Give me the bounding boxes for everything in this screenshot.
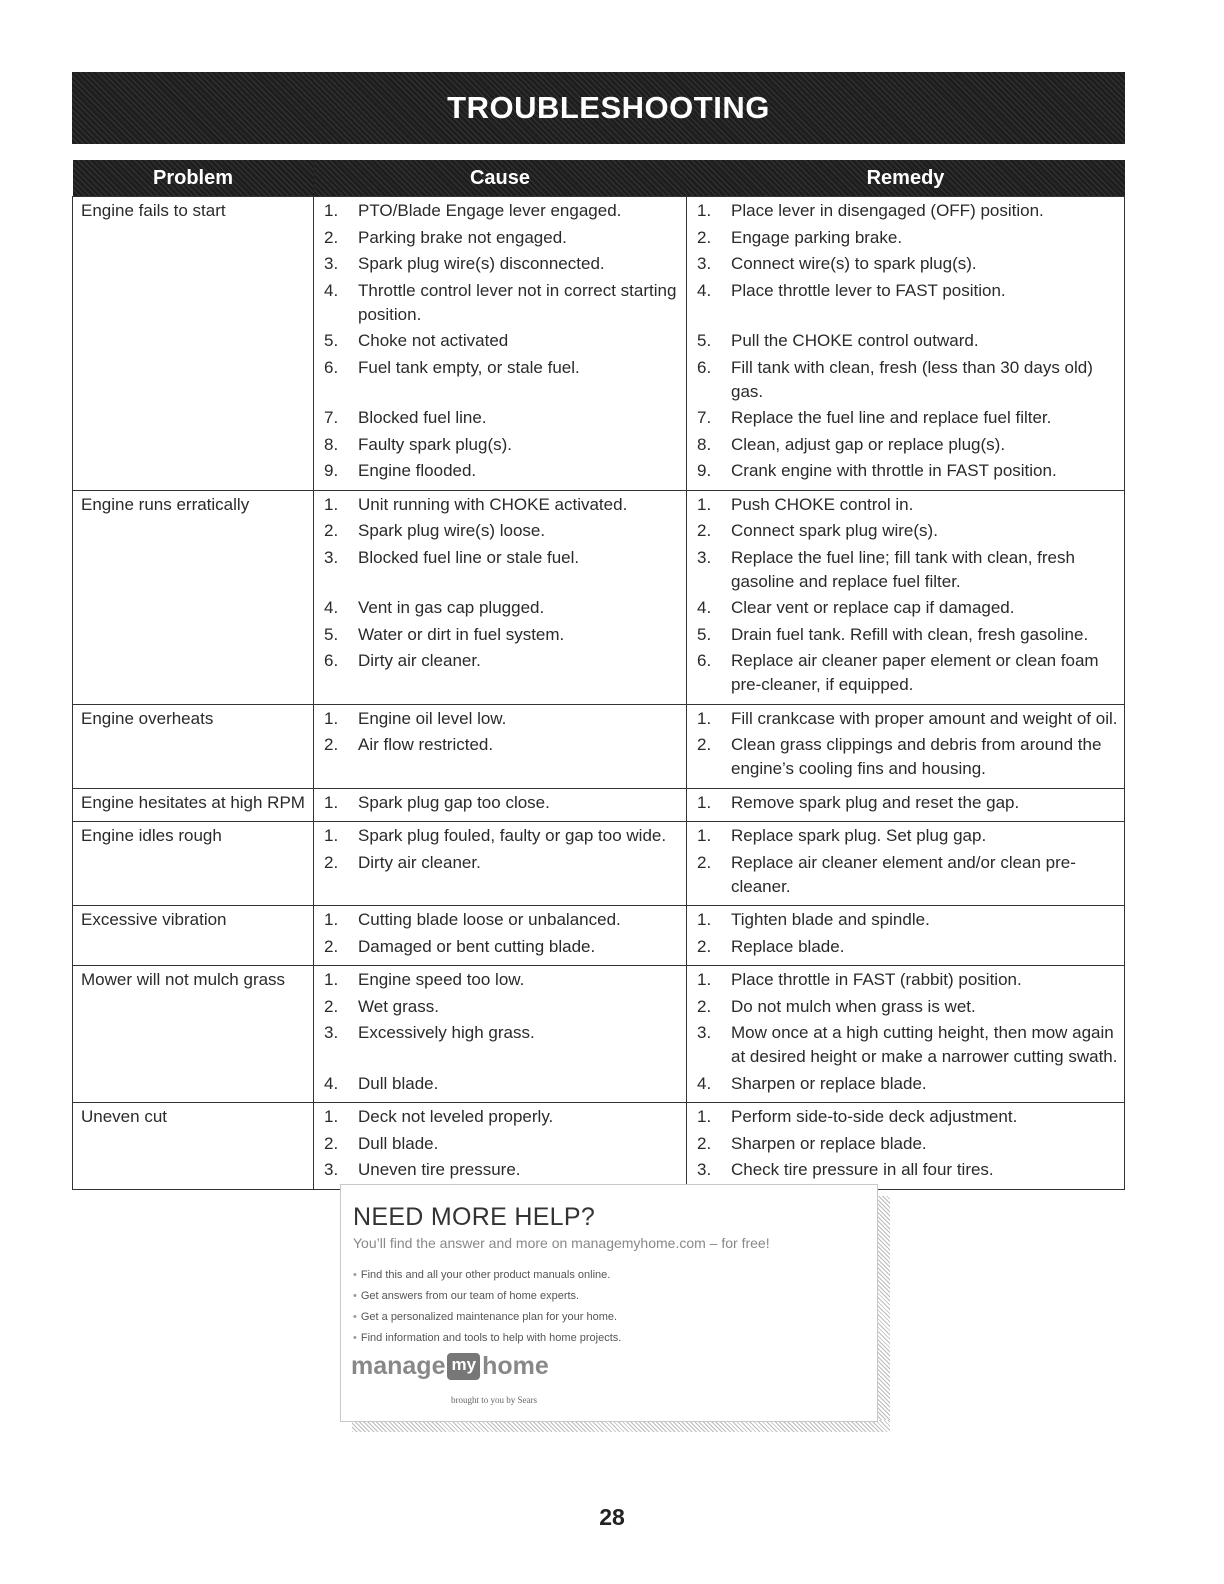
problem-text: Engine hesitates at high RPM bbox=[81, 792, 305, 812]
cause-number: 2. bbox=[324, 227, 339, 247]
table-row bbox=[73, 704, 1125, 788]
cause-item bbox=[322, 459, 682, 483]
cause-text: Choke not activated bbox=[358, 331, 509, 350]
remedy-number: 2. bbox=[697, 735, 712, 754]
cause-number: 8. bbox=[324, 434, 339, 454]
remedy-number: 2. bbox=[697, 852, 712, 872]
remedy-text: Clean, adjust gap or replace plug(s). bbox=[731, 434, 1006, 454]
remedy-item bbox=[695, 623, 1120, 647]
cause-number: 5. bbox=[324, 331, 339, 350]
cause-text: Damaged or bent cutting blade. bbox=[358, 936, 596, 956]
cause-number: 1. bbox=[324, 970, 339, 989]
cause-item bbox=[322, 406, 682, 430]
remedy-item bbox=[695, 1105, 1120, 1129]
remedy-text: Replace blade. bbox=[731, 936, 845, 956]
remedy-number: 6. bbox=[697, 357, 712, 377]
remedy-number: 1. bbox=[697, 792, 712, 812]
remedy-text: Pull the CHOKE control outward. bbox=[731, 331, 979, 350]
page-title: TROUBLESHOOTING bbox=[447, 90, 770, 125]
cause-item bbox=[322, 279, 682, 327]
remedy-number: 1. bbox=[697, 826, 712, 845]
remedy-item bbox=[695, 791, 1120, 815]
remedy-item bbox=[695, 519, 1120, 543]
table-row bbox=[73, 788, 1125, 822]
problem-cell bbox=[73, 906, 314, 966]
cause-text: Water or dirt in fuel system. bbox=[358, 624, 565, 644]
cause-text: Parking brake not engaged. bbox=[358, 227, 567, 247]
remedy-text: Crank engine with throttle in FAST position. bbox=[731, 461, 1057, 480]
problem-text: Uneven cut bbox=[81, 1107, 167, 1126]
cause-item bbox=[322, 968, 682, 992]
remedy-number: 3. bbox=[697, 547, 712, 567]
remedy-item bbox=[695, 1072, 1120, 1096]
help-bullet: • Get a personalized maintenance plan for your home. bbox=[353, 1311, 618, 1323]
remedy-text: Replace air cleaner paper element or clean foam pre-cleaner, if equipped. bbox=[731, 651, 1099, 694]
cause-item bbox=[322, 649, 682, 697]
cause-number: 3. bbox=[324, 547, 339, 567]
remedy-number: 3. bbox=[697, 1160, 712, 1179]
cause-number: 1. bbox=[324, 1107, 339, 1126]
cause-cell bbox=[314, 704, 687, 788]
remedy-item bbox=[695, 546, 1120, 594]
remedy-item bbox=[695, 733, 1120, 781]
cause-cell bbox=[314, 966, 687, 1103]
cause-text: Uneven tire pressure. bbox=[358, 1160, 521, 1179]
remedy-text: Sharpen or replace blade. bbox=[731, 1073, 927, 1093]
cause-number: 9. bbox=[324, 461, 339, 480]
cause-item bbox=[322, 433, 682, 457]
bullet-icon: • bbox=[353, 1311, 357, 1323]
table-row bbox=[73, 906, 1125, 966]
cause-number: 1. bbox=[324, 826, 339, 845]
cause-number: 2. bbox=[324, 936, 339, 956]
help-subtitle: You’ll find the answer and more on managemyhome.com – for free! bbox=[353, 1235, 770, 1251]
cause-number: 1. bbox=[324, 201, 339, 220]
remedy-number: 5. bbox=[697, 331, 712, 350]
cause-item bbox=[322, 791, 682, 815]
cause-item bbox=[322, 1072, 682, 1096]
remedy-item bbox=[695, 406, 1120, 430]
remedy-text: Connect spark plug wire(s). bbox=[731, 521, 938, 540]
remedy-item bbox=[695, 995, 1120, 1019]
remedy-text: Replace the fuel line; fill tank with clean, fresh gasoline and replace fuel filter. bbox=[731, 547, 1075, 591]
page-number: 28 bbox=[599, 1504, 625, 1530]
remedy-text: Replace air cleaner element and/or clean pre-cleaner. bbox=[731, 852, 1076, 896]
remedy-text: Place throttle in FAST (rabbit) position. bbox=[731, 970, 1022, 989]
cause-item bbox=[322, 908, 682, 932]
remedy-number: 2. bbox=[697, 521, 712, 540]
remedy-number: 4. bbox=[697, 598, 712, 617]
cause-text: Dull blade. bbox=[358, 1133, 439, 1153]
remedy-text: Remove spark plug and reset the gap. bbox=[731, 792, 1020, 812]
cause-text: Deck not leveled properly. bbox=[358, 1107, 554, 1126]
remedy-item bbox=[695, 596, 1120, 620]
cause-item bbox=[322, 1105, 682, 1129]
remedy-cell bbox=[687, 704, 1125, 788]
table-row bbox=[73, 966, 1125, 1103]
cause-number: 1. bbox=[324, 910, 339, 929]
remedy-number: 1. bbox=[697, 201, 712, 220]
cause-number: 1. bbox=[324, 792, 339, 812]
troubleshooting-table bbox=[72, 160, 1125, 1190]
cause-number: 6. bbox=[324, 357, 339, 377]
table-row bbox=[73, 1103, 1125, 1190]
remedy-number: 1. bbox=[697, 708, 712, 728]
header-remedy: Remedy bbox=[687, 160, 1125, 197]
cause-number: 2. bbox=[324, 521, 339, 540]
cause-text: Dirty air cleaner. bbox=[358, 651, 481, 670]
bullet-icon: • bbox=[353, 1290, 357, 1302]
remedy-number: 2. bbox=[697, 936, 712, 956]
remedy-item bbox=[695, 433, 1120, 457]
cause-number: 6. bbox=[324, 651, 339, 670]
remedy-text: Replace spark plug. Set plug gap. bbox=[731, 826, 987, 845]
remedy-text: Replace the fuel line and replace fuel filter. bbox=[731, 408, 1052, 427]
remedy-cell bbox=[687, 788, 1125, 822]
cause-cell bbox=[314, 490, 687, 704]
cause-text: Air flow restricted. bbox=[358, 735, 494, 754]
cause-text: Throttle control lever not in correct starting position. bbox=[358, 280, 677, 324]
remedy-text: Check tire pressure in all four tires. bbox=[731, 1160, 994, 1179]
cause-cell bbox=[314, 788, 687, 822]
cause-text: Spark plug fouled, faulty or gap too wide. bbox=[358, 826, 667, 845]
remedy-text: Do not mulch when grass is wet. bbox=[731, 996, 976, 1016]
remedy-item bbox=[695, 1021, 1120, 1069]
cause-number: 5. bbox=[324, 624, 339, 644]
table-header-row bbox=[73, 160, 1125, 197]
cause-text: Engine speed too low. bbox=[358, 970, 525, 989]
remedy-text: Clear vent or replace cap if damaged. bbox=[731, 598, 1015, 617]
cause-text: Dirty air cleaner. bbox=[358, 852, 481, 872]
remedy-item bbox=[695, 493, 1120, 517]
remedy-text: Sharpen or replace blade. bbox=[731, 1133, 927, 1153]
problem-text: Mower will not mulch grass bbox=[81, 970, 286, 989]
remedy-text: Tighten blade and spindle. bbox=[731, 910, 930, 929]
problem-text: Engine overheats bbox=[81, 708, 214, 728]
cause-number: 4. bbox=[324, 280, 339, 300]
remedy-item bbox=[695, 1132, 1120, 1156]
cause-text: Wet grass. bbox=[358, 996, 439, 1016]
remedy-number: 1. bbox=[697, 1107, 712, 1126]
problem-cell bbox=[73, 197, 314, 491]
help-bullet: • Get answers from our team of home experts. bbox=[353, 1290, 580, 1302]
cause-cell bbox=[314, 822, 687, 906]
cause-number: 1. bbox=[324, 494, 339, 514]
remedy-item bbox=[695, 968, 1120, 992]
problem-cell bbox=[73, 966, 314, 1103]
remedy-number: 2. bbox=[697, 227, 712, 247]
problem-cell bbox=[73, 788, 314, 822]
cause-number: 1. bbox=[324, 708, 339, 728]
remedy-number: 6. bbox=[697, 651, 712, 670]
cause-text: Engine flooded. bbox=[358, 461, 477, 480]
cause-number: 3. bbox=[324, 1160, 339, 1179]
problem-text: Engine fails to start bbox=[81, 201, 226, 220]
help-box-shadow bbox=[876, 1196, 890, 1432]
cause-number: 4. bbox=[324, 598, 339, 617]
cause-text: Unit running with CHOKE activated. bbox=[358, 494, 628, 514]
remedy-item bbox=[695, 908, 1120, 932]
remedy-item bbox=[695, 459, 1120, 483]
cause-item bbox=[322, 519, 682, 543]
remedy-text: Place lever in disengaged (OFF) position. bbox=[731, 201, 1044, 220]
cause-item bbox=[322, 1132, 682, 1156]
problem-text: Engine idles rough bbox=[81, 826, 222, 845]
managemyhome-logo: manage my home bbox=[351, 1351, 549, 1380]
remedy-cell bbox=[687, 966, 1125, 1103]
cause-text: Faulty spark plug(s). bbox=[358, 434, 512, 454]
remedy-item bbox=[695, 649, 1120, 697]
cause-item bbox=[322, 995, 682, 1019]
cause-item bbox=[322, 1021, 682, 1069]
problem-cell bbox=[73, 490, 314, 704]
problem-text: Excessive vibration bbox=[81, 910, 227, 929]
cause-number: 2. bbox=[324, 735, 339, 754]
cause-item bbox=[322, 356, 682, 404]
remedy-item bbox=[695, 824, 1120, 848]
logo-badge: my bbox=[447, 1353, 480, 1380]
cause-item bbox=[322, 199, 682, 223]
remedy-number: 2. bbox=[697, 1133, 712, 1153]
remedy-number: 5. bbox=[697, 624, 712, 644]
remedy-item bbox=[695, 252, 1120, 276]
cause-text: Spark plug wire(s) disconnected. bbox=[358, 254, 605, 273]
cause-item bbox=[322, 252, 682, 276]
remedy-item bbox=[695, 935, 1120, 959]
cause-text: Fuel tank empty, or stale fuel. bbox=[358, 357, 580, 377]
remedy-text: Push CHOKE control in. bbox=[731, 494, 914, 514]
cause-text: Excessively high grass. bbox=[358, 1023, 535, 1042]
bullet-icon: • bbox=[353, 1269, 357, 1281]
remedy-number: 8. bbox=[697, 434, 712, 454]
remedy-text: Place throttle lever to FAST position. bbox=[731, 280, 1006, 300]
remedy-item bbox=[695, 1158, 1120, 1182]
cause-item bbox=[322, 493, 682, 517]
remedy-number: 9. bbox=[697, 461, 712, 480]
remedy-cell bbox=[687, 822, 1125, 906]
cause-number: 3. bbox=[324, 1023, 339, 1042]
cause-item bbox=[322, 546, 682, 594]
problem-text: Engine runs erratically bbox=[81, 494, 250, 514]
table-row bbox=[73, 197, 1125, 491]
problem-cell bbox=[73, 822, 314, 906]
table-row bbox=[73, 490, 1125, 704]
remedy-item bbox=[695, 707, 1120, 731]
problem-cell bbox=[73, 704, 314, 788]
table-row bbox=[73, 822, 1125, 906]
remedy-text: Engage parking brake. bbox=[731, 227, 903, 247]
remedy-number: 7. bbox=[697, 408, 712, 427]
cause-text: Blocked fuel line or stale fuel. bbox=[358, 547, 580, 567]
cause-text: Spark plug gap too close. bbox=[358, 792, 550, 812]
cause-cell bbox=[314, 1103, 687, 1190]
remedy-cell bbox=[687, 1103, 1125, 1190]
cause-item bbox=[322, 707, 682, 731]
logo-byline: brought to you by Sears bbox=[451, 1395, 537, 1405]
help-bullet-list bbox=[353, 1265, 621, 1349]
cause-number: 2. bbox=[324, 852, 339, 872]
remedy-cell bbox=[687, 906, 1125, 966]
remedy-number: 2. bbox=[697, 996, 712, 1016]
problem-cell bbox=[73, 1103, 314, 1190]
remedy-cell bbox=[687, 490, 1125, 704]
cause-number: 4. bbox=[324, 1073, 339, 1093]
remedy-item bbox=[695, 279, 1120, 327]
cause-cell bbox=[314, 197, 687, 491]
remedy-text: Clean grass clippings and debris from around the engine’s cooling fins and housing. bbox=[731, 735, 1102, 778]
bullet-icon: • bbox=[353, 1332, 357, 1344]
header-problem: Problem bbox=[73, 160, 314, 197]
cause-number: 7. bbox=[324, 408, 339, 427]
remedy-text: Mow once at a high cutting height, then mow again at desired height or make a narrower cutting swath. bbox=[731, 1023, 1118, 1066]
cause-text: Dull blade. bbox=[358, 1073, 439, 1093]
title-banner bbox=[72, 72, 1125, 144]
cause-text: Blocked fuel line. bbox=[358, 408, 487, 427]
remedy-item bbox=[695, 851, 1120, 899]
help-bullet: • Find this and all your other product manuals online. bbox=[353, 1269, 611, 1281]
remedy-number: 1. bbox=[697, 494, 712, 514]
cause-item bbox=[322, 851, 682, 899]
remedy-number: 3. bbox=[697, 254, 712, 273]
remedy-text: Fill crankcase with proper amount and weight of oil. bbox=[731, 708, 1118, 728]
cause-item bbox=[322, 596, 682, 620]
remedy-number: 3. bbox=[697, 1023, 712, 1042]
cause-text: Spark plug wire(s) loose. bbox=[358, 521, 546, 540]
cause-text: Cutting blade loose or unbalanced. bbox=[358, 910, 621, 929]
remedy-item bbox=[695, 356, 1120, 404]
remedy-text: Drain fuel tank. Refill with clean, fresh gasoline. bbox=[731, 624, 1089, 644]
remedy-text: Perform side-to-side deck adjustment. bbox=[731, 1107, 1018, 1126]
cause-item bbox=[322, 226, 682, 250]
cause-item bbox=[322, 1158, 682, 1182]
remedy-number: 4. bbox=[697, 1073, 712, 1093]
cause-number: 2. bbox=[324, 996, 339, 1016]
help-title: NEED MORE HELP? bbox=[353, 1203, 596, 1231]
cause-item bbox=[322, 329, 682, 353]
remedy-item bbox=[695, 329, 1120, 353]
remedy-item bbox=[695, 226, 1120, 250]
cause-item bbox=[322, 733, 682, 781]
cause-text: Vent in gas cap plugged. bbox=[358, 598, 545, 617]
remedy-number: 4. bbox=[697, 280, 712, 300]
cause-item bbox=[322, 935, 682, 959]
help-bullet: • Find information and tools to help with home projects. bbox=[353, 1332, 622, 1344]
remedy-number: 1. bbox=[697, 910, 712, 929]
remedy-item bbox=[695, 199, 1120, 223]
remedy-cell bbox=[687, 197, 1125, 491]
cause-number: 2. bbox=[324, 1133, 339, 1153]
help-box bbox=[340, 1184, 878, 1422]
cause-cell bbox=[314, 906, 687, 966]
remedy-text: Fill tank with clean, fresh (less than 30 days old) gas. bbox=[731, 357, 1093, 401]
cause-text: Engine oil level low. bbox=[358, 708, 507, 728]
cause-item bbox=[322, 824, 682, 848]
cause-number: 3. bbox=[324, 254, 339, 273]
remedy-text: Connect wire(s) to spark plug(s). bbox=[731, 254, 977, 273]
header-cause: Cause bbox=[314, 160, 687, 197]
cause-text: PTO/Blade Engage lever engaged. bbox=[358, 201, 622, 220]
cause-item bbox=[322, 623, 682, 647]
remedy-number: 1. bbox=[697, 970, 712, 989]
